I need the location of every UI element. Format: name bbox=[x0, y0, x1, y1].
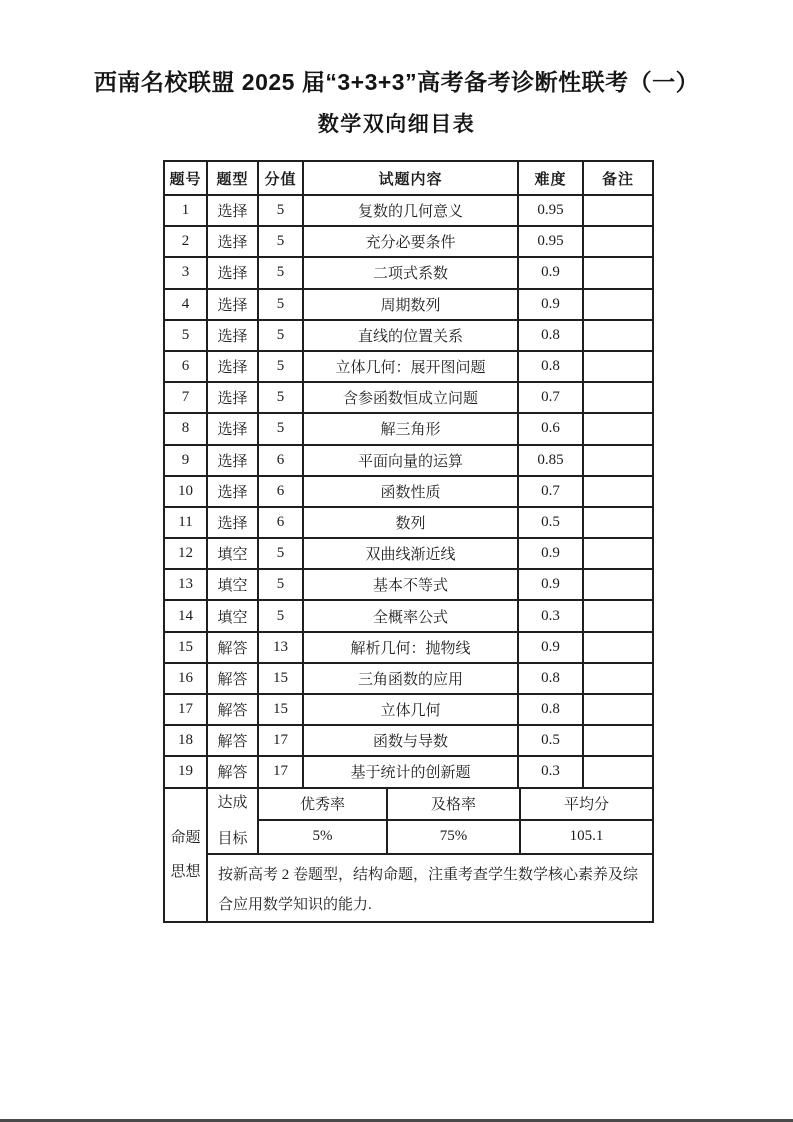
cell-question-type: 解答 bbox=[208, 695, 259, 726]
cell-points: 5 bbox=[259, 601, 304, 632]
cell-difficulty: 0.95 bbox=[519, 227, 584, 258]
cell-remarks bbox=[584, 352, 652, 383]
cell-question-no: 6 bbox=[165, 352, 208, 383]
cell-content: 立体几何：展开图问题 bbox=[304, 352, 519, 383]
cell-question-no: 8 bbox=[165, 414, 208, 445]
cell-question-type: 选择 bbox=[208, 290, 259, 321]
cell-remarks bbox=[584, 508, 652, 539]
proposition-idea-line1: 命题 bbox=[170, 829, 201, 846]
cell-content: 全概率公式 bbox=[304, 601, 519, 632]
average-score-header: 平均分 bbox=[521, 789, 652, 821]
cell-question-no: 14 bbox=[165, 601, 208, 632]
cell-content: 解三角形 bbox=[304, 414, 519, 445]
cell-difficulty: 0.5 bbox=[519, 726, 584, 757]
achievement-goal-line2: 目标 bbox=[217, 830, 248, 847]
question-table bbox=[165, 162, 652, 789]
cell-question-type: 解答 bbox=[208, 757, 259, 788]
table-row bbox=[165, 321, 652, 352]
cell-question-no: 10 bbox=[165, 477, 208, 508]
excellent-rate-value: 5% bbox=[259, 821, 388, 855]
specification-table bbox=[163, 160, 654, 923]
cell-difficulty: 0.6 bbox=[519, 414, 584, 445]
table-body bbox=[165, 196, 652, 789]
table-row bbox=[165, 508, 652, 539]
cell-points: 6 bbox=[259, 446, 304, 477]
cell-remarks bbox=[584, 757, 652, 788]
cell-remarks bbox=[584, 695, 652, 726]
cell-question-no: 4 bbox=[165, 290, 208, 321]
cell-content: 函数与导数 bbox=[304, 726, 519, 757]
cell-content: 解析几何：抛物线 bbox=[304, 633, 519, 664]
table-row bbox=[165, 477, 652, 508]
cell-question-no: 7 bbox=[165, 383, 208, 414]
cell-question-no: 1 bbox=[165, 196, 208, 227]
table-row bbox=[165, 290, 652, 321]
table-row bbox=[165, 570, 652, 601]
cell-question-type: 填空 bbox=[208, 570, 259, 601]
cell-question-type: 选择 bbox=[208, 508, 259, 539]
cell-question-no: 18 bbox=[165, 726, 208, 757]
cell-points: 5 bbox=[259, 539, 304, 570]
proposition-idea-line2: 思想 bbox=[170, 863, 201, 880]
cell-question-no: 19 bbox=[165, 757, 208, 788]
achievement-goal-line1: 达成 bbox=[217, 794, 248, 811]
cell-remarks bbox=[584, 383, 652, 414]
cell-question-type: 选择 bbox=[208, 477, 259, 508]
cell-question-type: 解答 bbox=[208, 633, 259, 664]
cell-difficulty: 0.9 bbox=[519, 633, 584, 664]
table-row bbox=[165, 383, 652, 414]
cell-difficulty: 0.85 bbox=[519, 446, 584, 477]
document-title: 西南名校联盟 2025 届“3+3+3”高考备考诊断性联考（一） bbox=[93, 69, 700, 95]
cell-content: 平面向量的运算 bbox=[304, 446, 519, 477]
cell-content: 含参函数恒成立问题 bbox=[304, 383, 519, 414]
table-row bbox=[165, 601, 652, 632]
cell-remarks bbox=[584, 321, 652, 352]
cell-question-no: 3 bbox=[165, 258, 208, 289]
table-row bbox=[165, 352, 652, 383]
cell-difficulty: 0.9 bbox=[519, 290, 584, 321]
average-score-value: 105.1 bbox=[521, 821, 652, 855]
cell-points: 17 bbox=[259, 726, 304, 757]
cell-points: 5 bbox=[259, 352, 304, 383]
proposition-note: 按新高考 2 卷题型，结构命题，注重考查学生数学核心素养及综合应用数学知识的能力. bbox=[218, 866, 639, 913]
cell-difficulty: 0.8 bbox=[519, 695, 584, 726]
cell-content: 充分必要条件 bbox=[304, 227, 519, 258]
cell-points: 17 bbox=[259, 757, 304, 788]
cell-question-no: 12 bbox=[165, 539, 208, 570]
table-row bbox=[165, 539, 652, 570]
cell-question-type: 选择 bbox=[208, 196, 259, 227]
cell-points: 5 bbox=[259, 227, 304, 258]
cell-remarks bbox=[584, 227, 652, 258]
cell-content: 基本不等式 bbox=[304, 570, 519, 601]
cell-points: 15 bbox=[259, 695, 304, 726]
col-header-difficulty: 难度 bbox=[519, 162, 584, 196]
cell-question-type: 选择 bbox=[208, 446, 259, 477]
cell-question-type: 选择 bbox=[208, 383, 259, 414]
cell-difficulty: 0.8 bbox=[519, 352, 584, 383]
table-row bbox=[165, 414, 652, 445]
cell-question-type: 选择 bbox=[208, 227, 259, 258]
cell-question-no: 2 bbox=[165, 227, 208, 258]
proposition-idea-label bbox=[165, 789, 208, 921]
cell-content: 双曲线渐近线 bbox=[304, 539, 519, 570]
achievement-goal-label bbox=[208, 789, 259, 855]
cell-content: 直线的位置关系 bbox=[304, 321, 519, 352]
cell-question-type: 解答 bbox=[208, 664, 259, 695]
pass-rate-value: 75% bbox=[388, 821, 521, 855]
cell-question-type: 选择 bbox=[208, 258, 259, 289]
excellent-rate-header: 优秀率 bbox=[259, 789, 388, 821]
cell-question-no: 17 bbox=[165, 695, 208, 726]
cell-difficulty: 0.7 bbox=[519, 477, 584, 508]
cell-difficulty: 0.3 bbox=[519, 757, 584, 788]
table-row bbox=[165, 227, 652, 258]
col-header-question-type: 题型 bbox=[208, 162, 259, 196]
cell-difficulty: 0.5 bbox=[519, 508, 584, 539]
cell-difficulty: 0.9 bbox=[519, 539, 584, 570]
cell-points: 5 bbox=[259, 196, 304, 227]
cell-question-type: 选择 bbox=[208, 352, 259, 383]
cell-question-type: 填空 bbox=[208, 539, 259, 570]
cell-remarks bbox=[584, 414, 652, 445]
cell-difficulty: 0.3 bbox=[519, 601, 584, 632]
cell-question-no: 5 bbox=[165, 321, 208, 352]
cell-points: 5 bbox=[259, 258, 304, 289]
cell-remarks bbox=[584, 539, 652, 570]
table-row bbox=[165, 633, 652, 664]
summary-section bbox=[165, 789, 652, 921]
cell-points: 5 bbox=[259, 414, 304, 445]
cell-question-no: 16 bbox=[165, 664, 208, 695]
col-header-remarks: 备注 bbox=[584, 162, 652, 196]
cell-question-type: 填空 bbox=[208, 601, 259, 632]
cell-remarks bbox=[584, 726, 652, 757]
cell-remarks bbox=[584, 601, 652, 632]
table-row bbox=[165, 446, 652, 477]
cell-points: 13 bbox=[259, 633, 304, 664]
cell-difficulty: 0.8 bbox=[519, 321, 584, 352]
cell-points: 6 bbox=[259, 508, 304, 539]
cell-content: 三角函数的应用 bbox=[304, 664, 519, 695]
pass-rate-header: 及格率 bbox=[388, 789, 521, 821]
cell-remarks bbox=[584, 664, 652, 695]
cell-question-no: 13 bbox=[165, 570, 208, 601]
cell-remarks bbox=[584, 570, 652, 601]
cell-question-type: 解答 bbox=[208, 726, 259, 757]
cell-points: 5 bbox=[259, 570, 304, 601]
table-row bbox=[165, 695, 652, 726]
cell-remarks bbox=[584, 633, 652, 664]
cell-difficulty: 0.95 bbox=[519, 196, 584, 227]
cell-content: 函数性质 bbox=[304, 477, 519, 508]
cell-content: 立体几何 bbox=[304, 695, 519, 726]
cell-remarks bbox=[584, 258, 652, 289]
table-row bbox=[165, 664, 652, 695]
cell-points: 15 bbox=[259, 664, 304, 695]
cell-points: 5 bbox=[259, 383, 304, 414]
cell-difficulty: 0.9 bbox=[519, 258, 584, 289]
cell-content: 复数的几何意义 bbox=[304, 196, 519, 227]
cell-content: 二项式系数 bbox=[304, 258, 519, 289]
cell-difficulty: 0.8 bbox=[519, 664, 584, 695]
cell-remarks bbox=[584, 477, 652, 508]
cell-content: 基于统计的创新题 bbox=[304, 757, 519, 788]
col-header-question-no: 题号 bbox=[165, 162, 208, 196]
document-subtitle: 数学双向细目表 bbox=[317, 113, 476, 136]
cell-content: 周期数列 bbox=[304, 290, 519, 321]
table-row bbox=[165, 258, 652, 289]
cell-points: 5 bbox=[259, 290, 304, 321]
cell-question-no: 9 bbox=[165, 446, 208, 477]
cell-points: 5 bbox=[259, 321, 304, 352]
cell-difficulty: 0.9 bbox=[519, 570, 584, 601]
cell-points: 6 bbox=[259, 477, 304, 508]
cell-remarks bbox=[584, 290, 652, 321]
col-header-content: 试题内容 bbox=[304, 162, 519, 196]
cell-remarks bbox=[584, 196, 652, 227]
col-header-points: 分值 bbox=[259, 162, 304, 196]
cell-question-no: 15 bbox=[165, 633, 208, 664]
cell-question-no: 11 bbox=[165, 508, 208, 539]
cell-difficulty: 0.7 bbox=[519, 383, 584, 414]
cell-content: 数列 bbox=[304, 508, 519, 539]
table-row bbox=[165, 196, 652, 227]
table-header-row bbox=[165, 162, 652, 196]
cell-remarks bbox=[584, 446, 652, 477]
cell-question-type: 选择 bbox=[208, 321, 259, 352]
cell-question-type: 选择 bbox=[208, 414, 259, 445]
table-row bbox=[165, 726, 652, 757]
